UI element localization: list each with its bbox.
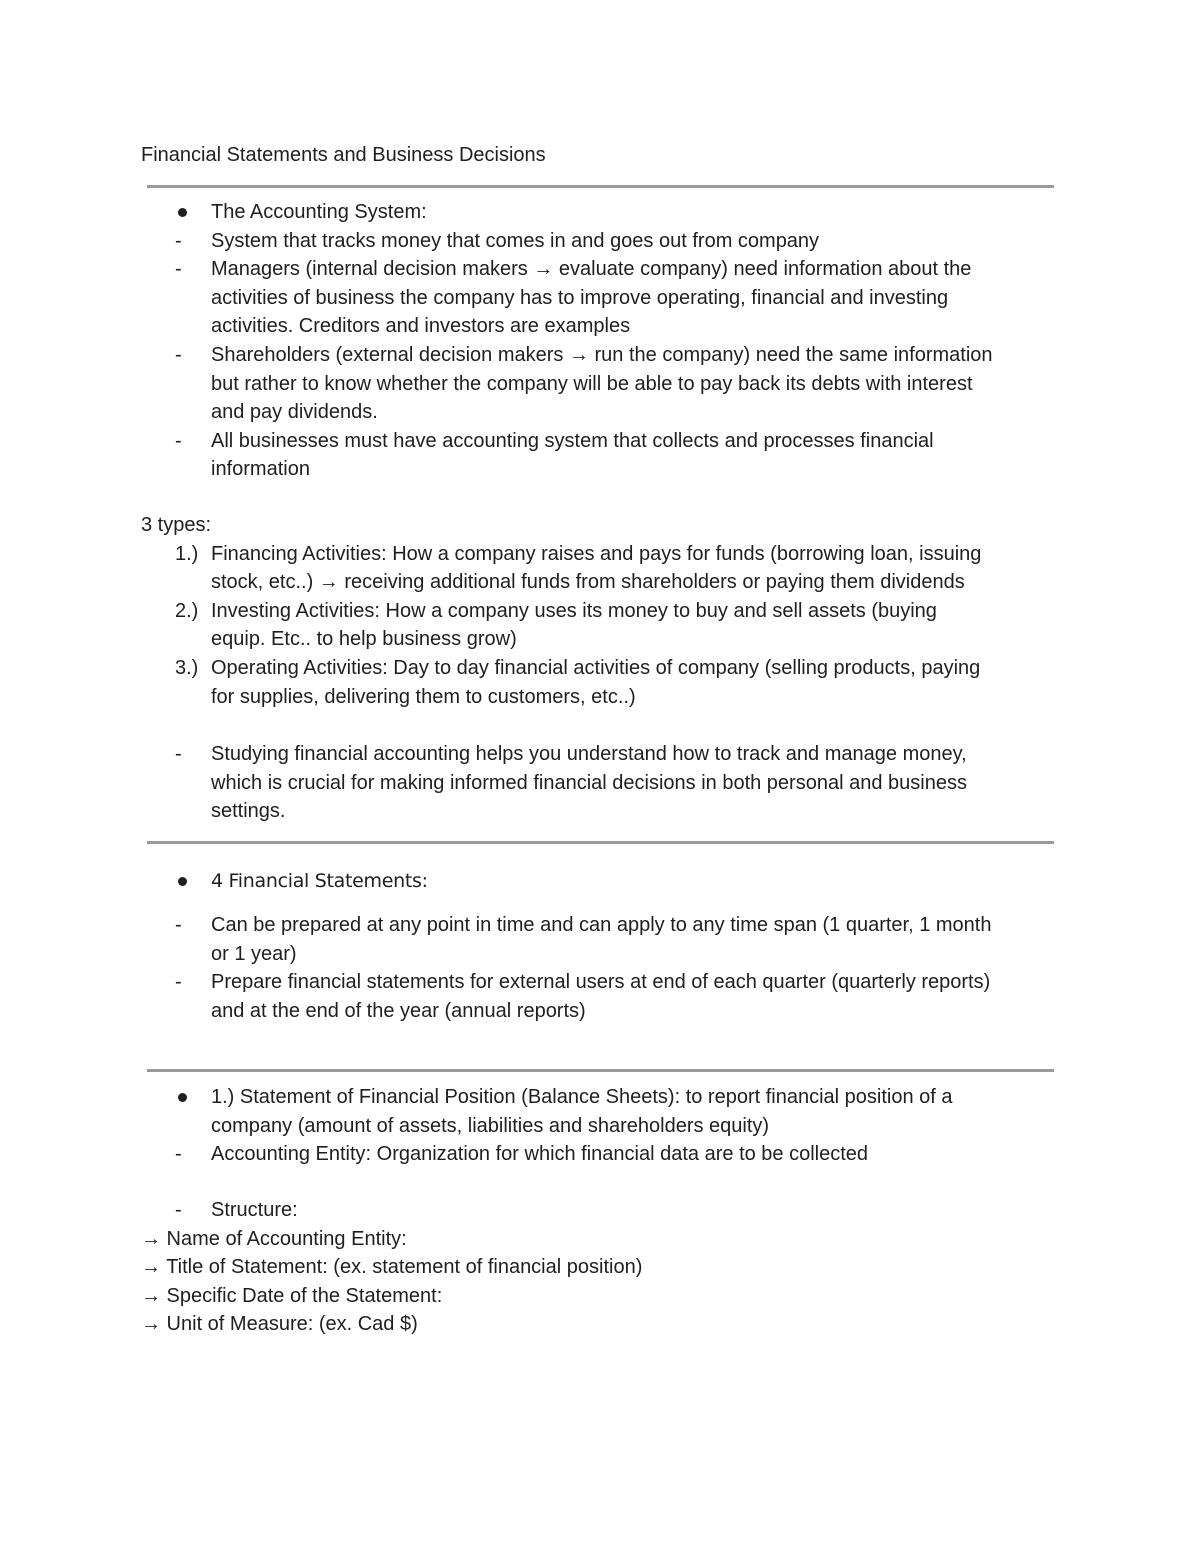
- bullet-heading: The Accounting System:: [211, 201, 427, 223]
- numbered-item-text: equip. Etc.. to help business grow): [211, 628, 517, 651]
- structure-item: [0, 1253, 1200, 1282]
- list-item: [0, 740, 1200, 769]
- list-item-text: which is crucial for making informed financial decisions in both personal and business: [211, 771, 967, 794]
- list-item-text: activities. Creditors and investors are examples: [211, 315, 631, 338]
- list-item-text: Structure:: [211, 1199, 298, 1221]
- structure-item-text: → Title of Statement: (ex. statement of financial position): [141, 1256, 643, 1279]
- list-item-text: and pay dividends.: [211, 401, 378, 424]
- document-title: Financial Statements and Business Decisions: [141, 144, 546, 166]
- dash-marker: -: [175, 343, 182, 366]
- numbered-item-continuation: [0, 625, 1200, 654]
- structure-item: [0, 1225, 1200, 1254]
- types-heading: 3 types:: [141, 514, 212, 536]
- numbered-item-text: stock, etc..) → receiving additional funds from shareholders or paying them dividends: [211, 571, 965, 594]
- dash-marker: -: [175, 1143, 182, 1166]
- list-item-continuation: [0, 1112, 1200, 1141]
- types-heading-row: [0, 511, 1200, 540]
- list-item: [0, 968, 1200, 997]
- list-item-continuation: [0, 398, 1200, 427]
- section-structure: [0, 1196, 1200, 1339]
- dash-marker: -: [175, 258, 182, 281]
- dash-marker: -: [175, 229, 182, 252]
- list-item-text: Prepare financial statements for external users at end of each quarter (quarterly reports): [211, 971, 991, 994]
- section-financial-position: [0, 1083, 1200, 1169]
- list-item-text: Accounting Entity: Organization for which financial data are to be collected: [211, 1143, 869, 1166]
- dash-marker: -: [175, 1199, 182, 1221]
- number-marker: 3.): [175, 656, 199, 679]
- dash-marker: -: [175, 914, 182, 936]
- list-item-text: Managers (internal decision makers → evaluate company) need information about the: [211, 258, 972, 281]
- structure-item: [0, 1310, 1200, 1339]
- bullet-icon: [178, 208, 187, 217]
- number-marker: 1.): [175, 542, 199, 565]
- list-item: [0, 1196, 1200, 1225]
- list-item: [0, 255, 1200, 284]
- list-item-text: and at the end of the year (annual reports): [211, 999, 586, 1022]
- bullet-icon: [178, 1093, 187, 1102]
- list-item-continuation: [0, 769, 1200, 798]
- list-item-continuation: [0, 797, 1200, 826]
- section-closing-note: [0, 740, 1200, 826]
- list-item: [0, 198, 1200, 227]
- numbered-item: [0, 654, 1200, 683]
- list-item: [0, 1083, 1200, 1112]
- structure-item: [0, 1282, 1200, 1311]
- structure-item-text: → Unit of Measure: (ex. Cad $): [141, 1313, 418, 1336]
- structure-item-text: → Specific Date of the Statement:: [141, 1284, 443, 1307]
- section-accounting-system: [0, 198, 1200, 484]
- list-item-text: company (amount of assets, liabilities and shareholders equity): [211, 1114, 770, 1137]
- numbered-item-continuation: [0, 683, 1200, 712]
- list-item-text: activities of business the company has to improve operating, financial and investing: [211, 286, 949, 309]
- dash-marker: -: [175, 743, 182, 765]
- list-item-continuation: [0, 370, 1200, 399]
- list-item: [0, 227, 1200, 256]
- list-item-continuation: [0, 940, 1200, 969]
- list-item-continuation: [0, 455, 1200, 484]
- numbered-item-text: Financing Activities: How a company raises and pays for funds (borrowing loan, issuing: [211, 542, 982, 565]
- section-activity-types: [0, 511, 1200, 711]
- number-marker: 2.): [175, 599, 199, 622]
- list-item-text: System that tracks money that comes in and goes out from company: [211, 229, 820, 252]
- list-item-text: Can be prepared at any point in time and can apply to any time span (1 quarter, 1 month: [211, 914, 992, 936]
- numbered-item-continuation: [0, 568, 1200, 597]
- list-item-text: Shareholders (external decision makers → run the company) need the same information: [211, 343, 993, 366]
- list-item-text: settings.: [211, 800, 286, 823]
- list-item-text: Studying financial accounting helps you understand how to track and manage money,: [211, 743, 967, 765]
- structure-item-text: → Name of Accounting Entity:: [141, 1227, 407, 1250]
- horizontal-divider: [147, 185, 1054, 188]
- numbered-item-text: for supplies, delivering them to customers, etc..): [211, 685, 636, 708]
- list-item-text: but rather to know whether the company will be able to pay back its debts with interest: [211, 372, 973, 395]
- list-item: [0, 341, 1200, 370]
- bullet-heading: 4 Financial Statements:: [211, 870, 428, 892]
- horizontal-divider: [147, 1069, 1054, 1072]
- list-item-text: All businesses must have accounting system that collects and processes financial: [211, 429, 934, 452]
- list-item: [0, 911, 1200, 940]
- dash-marker: -: [175, 429, 182, 452]
- list-item-continuation: [0, 284, 1200, 313]
- numbered-item: [0, 540, 1200, 569]
- bullet-icon: [178, 877, 187, 886]
- section-four-statements-details: [0, 911, 1200, 1025]
- dash-marker: -: [175, 971, 182, 994]
- list-item: [0, 867, 1200, 896]
- list-item-text: or 1 year): [211, 942, 297, 965]
- list-item-continuation: [0, 997, 1200, 1026]
- horizontal-divider: [147, 841, 1054, 844]
- bullet-heading: 1.) Statement of Financial Position (Balance Sheets): to report financial position of a: [211, 1086, 953, 1108]
- list-item-continuation: [0, 312, 1200, 341]
- numbered-item: [0, 597, 1200, 626]
- list-item: [0, 1140, 1200, 1169]
- numbered-item-text: Operating Activities: Day to day financial activities of company (selling products, paying: [211, 656, 981, 679]
- section-four-statements: [0, 867, 1200, 896]
- numbered-item-text: Investing Activities: How a company uses its money to buy and sell assets (buying: [211, 599, 937, 622]
- list-item-text: information: [211, 458, 310, 481]
- list-item: [0, 427, 1200, 456]
